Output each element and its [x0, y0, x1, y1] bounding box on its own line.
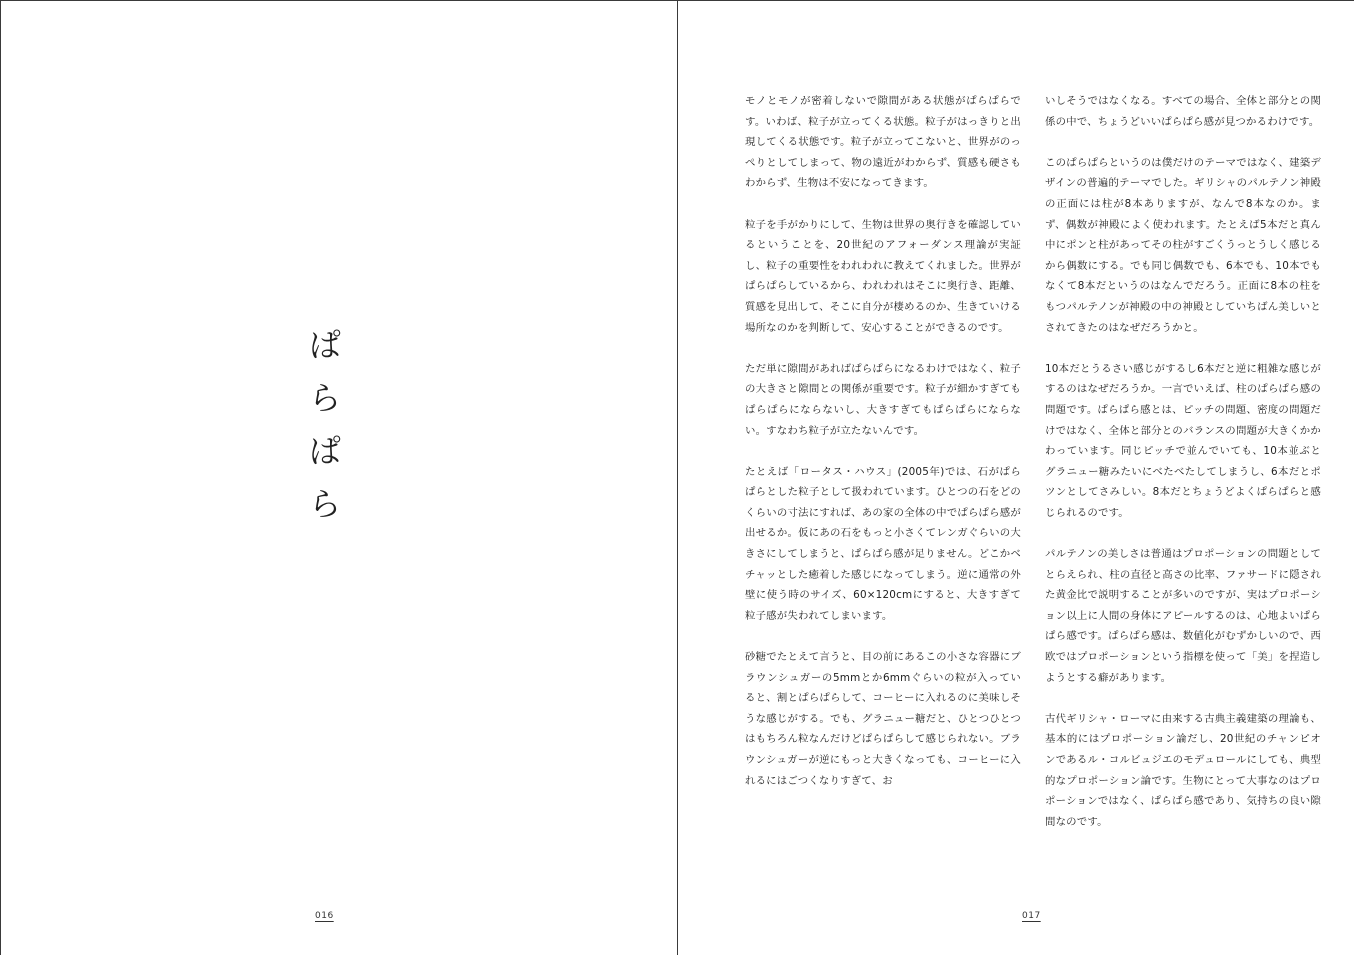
text-column-2 [1045, 91, 1321, 853]
chapter-title [297, 319, 353, 531]
paragraph: いしそうではなくなる。すべての場合、全体と部分との関係の中で、ちょうどいいぱらぱら感が見つかるわけです。 [1045, 95, 1321, 128]
title-char: ら [308, 485, 341, 523]
page-number: 016 [315, 911, 334, 921]
right-page [677, 0, 1354, 955]
title-char: ぱ [308, 432, 341, 470]
title-char: ら [308, 379, 341, 417]
paragraph: モノとモノが密着しないで隙間がある状態がぱらぱらです。いわば、粒子が立ってくる状態。粒子がはっきりと出現してくる状態です。粒子が立ってこないと、世界がのっぺりとしてしまって、物の遠近がわからず、質感も硬さもわからず、生物は不安になってきます。 [745, 95, 1021, 190]
paragraph: 古代ギリシャ・ローマに由来する古典主義建築の理論も、基本的にはプロポーション論だし、20世紀のチャンピオンであるル・コルビュジエのモデュロールにしても、典型的なプロポーション論です。生物にとって大事なのはプロポーションではなく、ぱらぱら感であり、気持ちの良い隙間なのです。 [1045, 712, 1321, 828]
paragraph: たとえば「ロータス・ハウス」(2005年)では、石がぱらぱらとした粒子として扱われています。ひとつの石をどのくらいの寸法にすれば、あの家の全体の中でぱらぱら感が出せるか。仮にあの石をもっと小さくてレンガぐらいの大きさにしてしまうと、ぱらぱら感が足りません。どこかベチャッとした癒着した感じになってしまう。逆に通常の外壁に使う時のサイズ、60×120cmにすると、大きすぎて粒子感が失われてしまいます。 [745, 465, 1021, 622]
paragraph: 粒子を手がかりにして、生物は世界の奥行きを確認しているということを、20世紀のアフォーダンス理論が実証し、粒子の重要性をわれわれに教えてくれました。世界がぱらぱらしているから、われわれはそこに奥行き、距離、質感を見出して、そこに自分が棲めるのか、生きていける場所なのかを判断して、安心することができるのです。 [745, 218, 1021, 334]
paragraph: 砂糖でたとえて言うと、目の前にあるこの小さな容器にブラウンシュガーの5mmとか6mmぐらいの粒が入っていると、割とぱらぱらして、コーヒーに入れるのに美味しそうな感じがする。でも、グラニュー糖だと、ひとつひとつはもちろん粒なんだけどぱらぱらして感じられない。ブラウンシュガーが逆にもっと大きくなっても、コーヒーに入れるにはごつくなりすぎて、お [745, 651, 1021, 787]
paragraph: ただ単に隙間があればぱらぱらになるわけではなく、粒子の大きさと隙間との関係が重要です。粒子が細かすぎてもぱらぱらにならないし、大きすぎてもぱらぱらにならない。すなわち粒子が立たないんです。 [745, 362, 1021, 437]
paragraph: このぱらぱらというのは僕だけのテーマではなく、建築デザインの普遍的テーマでした。ギリシャのパルテノン神殿の正面には柱が8本ありますが、なんで8本なのか。まず、偶数が神殿によく使われます。たとえば5本だと真ん中にポンと柱があってその柱がすごくうっとうしく感じるから偶数にする。でも同じ偶数でも、6本でも、10本でもなくて8本だというのはなんでだろう。正面に8本の柱をもつパルテノンが神殿の中の神殿としていちばん美しいとされてきたのはなぜだろうかと。 [1045, 156, 1321, 334]
paragraph: パルテノンの美しさは普通はプロポーションの問題としてとらえられ、柱の直径と高さの比率、ファサードに隠された黄金比で説明することが多いのですが、実はプロポーション以上に人間の身体にアピールするのは、心地よいぱらぱら感です。ぱらぱら感は、数値化がむずかしいので、西欧ではプロポーションという指標を使って「美」を捏造しようとする癖があります。 [1045, 548, 1321, 684]
text-column-1 [745, 91, 1021, 812]
title-char: ぱ [308, 326, 341, 364]
page-number: 017 [1022, 911, 1041, 921]
paragraph: 10本だとうるさい感じがするし6本だと逆に粗雑な感じがするのはなぜだろうか。一言でいえば、柱のぱらぱら感の問題です。ぱらぱら感とは、ピッチの問題、密度の問題だけではなく、全体と部分とのバランスの問題が大きくかかわっています。同じピッチで並んでいても、10本並ぶとグラニュー糖みたいにべたべたしてしまうし、6本だとポツンとしてさみしい。8本だとちょうどよくぱらぱらと感じられるのです。 [1045, 362, 1321, 519]
